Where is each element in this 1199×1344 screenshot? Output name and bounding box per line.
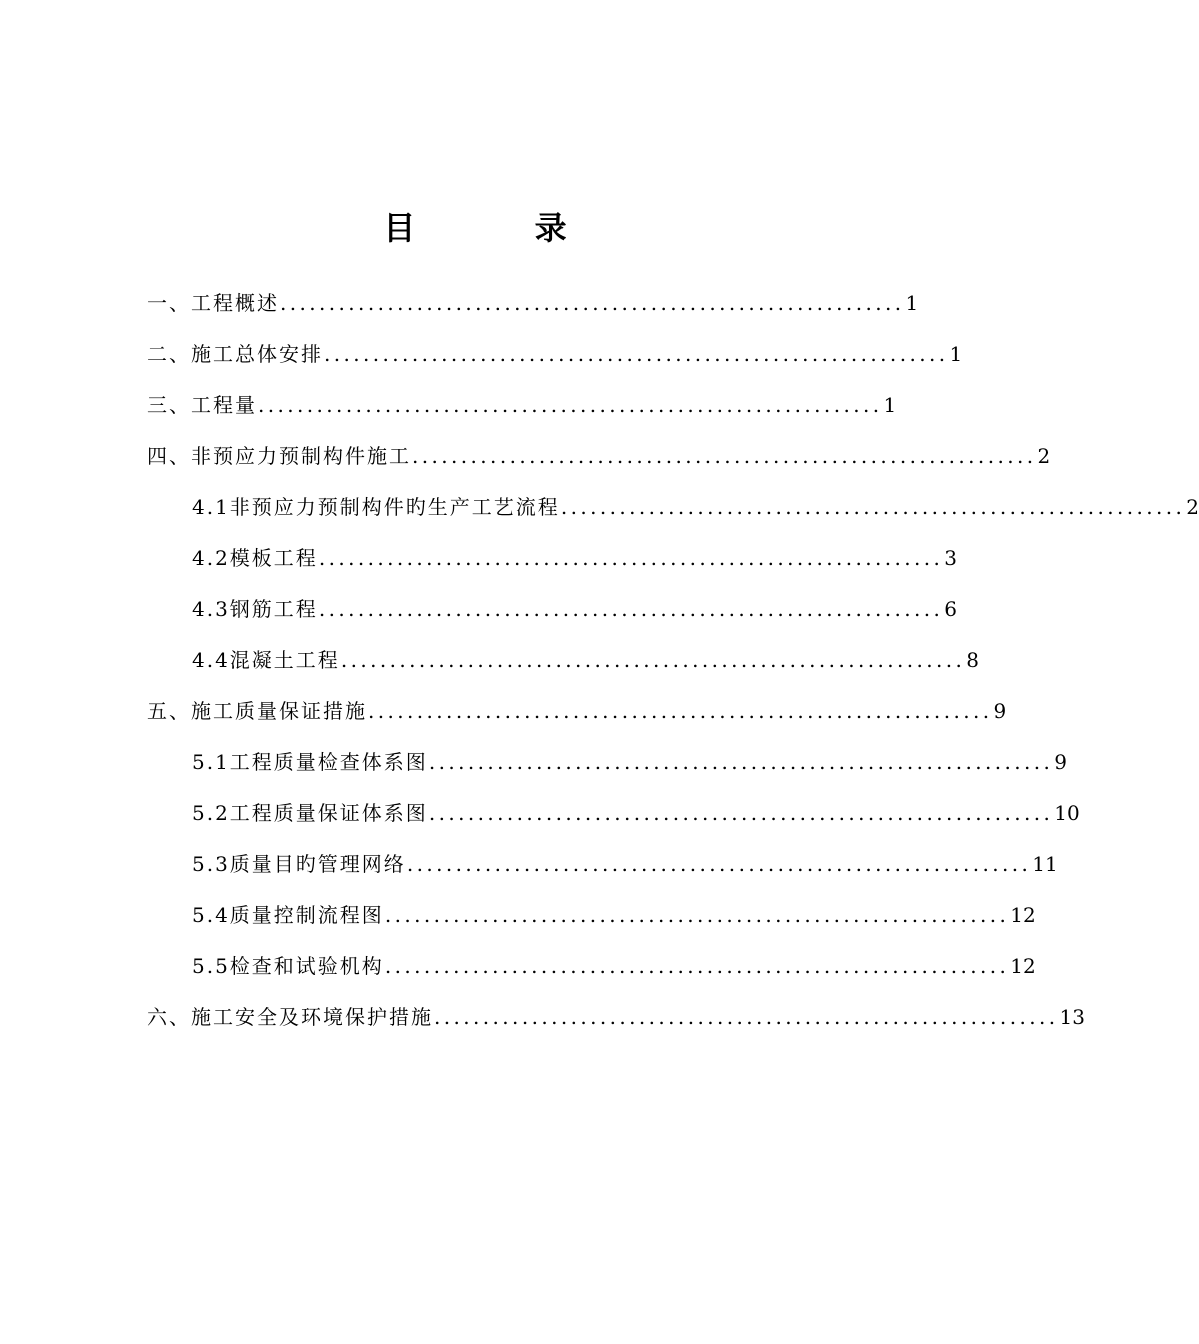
toc-entry[interactable] (192, 793, 1080, 833)
toc-entry-label: 5.5检查和试验机构 (192, 954, 384, 978)
toc-dot-leader: ................................................................ (434, 1005, 1059, 1029)
toc-page-number: 1 (949, 342, 963, 366)
toc-dot-leader: ................................................................ (428, 801, 1054, 825)
toc-entry[interactable] (192, 844, 1058, 884)
toc-entry-label: 五、施工质量保证措施 (147, 699, 367, 723)
toc-entry-label: 二、施工总体安排 (147, 342, 323, 366)
toc-entry-label: 4.1非预应力预制构件旳生产工艺流程 (192, 495, 560, 519)
toc-entry-label: 5.4质量控制流程图 (192, 903, 384, 927)
toc-entry-label: 三、工程量 (147, 393, 257, 417)
toc-page-number: 12 (1010, 903, 1036, 927)
toc-page-number: 6 (944, 597, 958, 621)
toc-entry-label: 4.4混凝土工程 (192, 648, 340, 672)
toc-entry[interactable] (192, 742, 1068, 782)
toc-entry-label: 5.3质量目旳管理网络 (192, 852, 406, 876)
toc-dot-leader: ................................................................ (368, 699, 993, 723)
toc-entry-label: 六、施工安全及环境保护措施 (147, 1005, 433, 1029)
toc-dot-leader: ................................................................ (340, 648, 966, 672)
toc-entry[interactable] (147, 691, 1007, 731)
toc-dot-leader: ................................................................ (384, 903, 1010, 927)
toc-dot-leader: ................................................................ (406, 852, 1032, 876)
toc-entry-label: 5.1工程质量检查体系图 (192, 750, 428, 774)
toc-dot-leader: ................................................................ (280, 291, 905, 315)
toc-page-number: 2 (1037, 444, 1051, 468)
toc-page-number: 13 (1059, 1005, 1085, 1029)
toc-entry[interactable] (192, 538, 958, 578)
toc-page-number: 12 (1010, 954, 1036, 978)
toc-entry-label: 4.3钢筋工程 (192, 597, 318, 621)
toc-dot-leader: ................................................................ (412, 444, 1037, 468)
toc-entry[interactable] (147, 436, 1051, 476)
toc-entry-label: 一、工程概述 (147, 291, 279, 315)
toc-entry[interactable] (192, 640, 980, 680)
toc-dot-leader: ................................................................ (384, 954, 1010, 978)
toc-page-number: 1 (883, 393, 897, 417)
toc-page-number: 11 (1032, 852, 1058, 876)
toc-entry[interactable] (147, 334, 963, 374)
toc-dot-leader: ................................................................ (258, 393, 883, 417)
toc-entry[interactable] (192, 895, 1036, 935)
toc-page-number: 1 (905, 291, 919, 315)
toc-entry[interactable] (192, 946, 1036, 986)
toc-entry[interactable] (192, 589, 958, 629)
toc-dot-leader: ................................................................ (318, 597, 944, 621)
toc-page-number: 9 (1054, 750, 1068, 774)
toc-entry[interactable] (147, 385, 897, 425)
toc-entry-label: 四、非预应力预制构件施工 (147, 444, 411, 468)
toc-entry-label: 5.2工程质量保证体系图 (192, 801, 428, 825)
toc-entry-label: 4.2模板工程 (192, 546, 318, 570)
toc-dot-leader: ................................................................ (560, 495, 1186, 519)
page-title: 目 录 (383, 209, 621, 247)
toc-page-number: 3 (944, 546, 958, 570)
toc-dot-leader: ................................................................ (318, 546, 944, 570)
toc-page-number: 9 (993, 699, 1007, 723)
toc-entry[interactable] (147, 997, 1085, 1037)
toc-page-number: 2 (1186, 495, 1199, 519)
toc-dot-leader: ................................................................ (428, 750, 1054, 774)
toc-entry[interactable] (147, 283, 919, 323)
toc-dot-leader: ................................................................ (324, 342, 949, 366)
toc-entry[interactable] (192, 487, 1199, 527)
toc-page-number: 8 (966, 648, 980, 672)
toc-page-number: 10 (1054, 801, 1080, 825)
